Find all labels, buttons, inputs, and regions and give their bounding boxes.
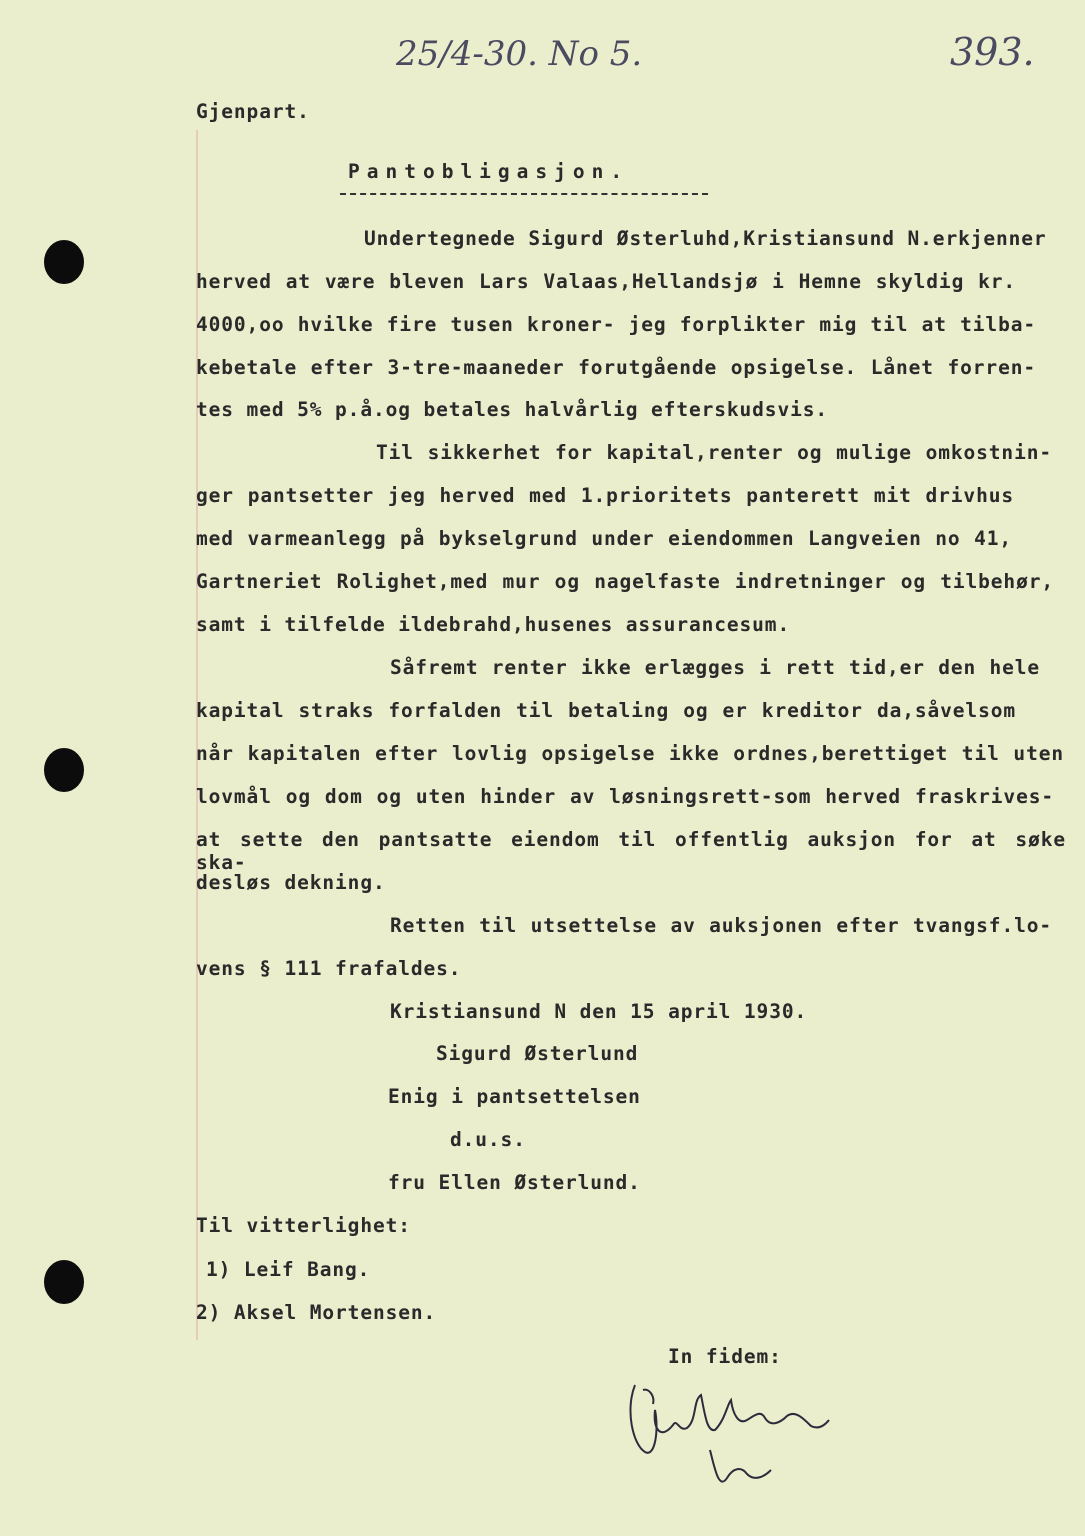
punch-hole — [44, 240, 84, 284]
text-line: ger pantsetter jeg herved med 1.prioritets panterett mit drivhus — [196, 484, 1014, 507]
text-line: Såfremt renter ikke erlægges i rett tid,er den hele — [390, 656, 1040, 679]
punch-hole — [44, 748, 84, 792]
margin-line — [196, 130, 198, 1340]
text-line: Til sikkerhet for kapital,renter og mulige omkostnin- — [376, 441, 1052, 464]
text-line: med varmeanlegg på bykselgrund under eiendommen Langveien no 41, — [196, 527, 1012, 550]
text-line: samt i tilfelde ildebrahd,husenes assurancesum. — [196, 613, 791, 636]
witness-heading: Til vitterlighet: — [196, 1214, 411, 1237]
page-number: 393. — [950, 30, 1035, 74]
abbreviation-line: d.u.s. — [450, 1128, 526, 1151]
text-line: Gartneriet Rolighet,med mur og nagelfaste indretninger og tilbehør, — [196, 570, 1054, 593]
text-line: desløs dekning. — [196, 871, 386, 894]
consent-line: Enig i pantsettelsen — [388, 1085, 641, 1108]
handwritten-reference: 25/4-30. No 5. — [396, 34, 643, 74]
witness-2: 2) Aksel Mortensen. — [196, 1301, 437, 1324]
text-line: lovmål og dom og uten hinder av løsningsrett-som herved fraskrives- — [196, 785, 1054, 808]
signatory-name: Sigurd Østerlund — [436, 1042, 639, 1065]
text-line: tes med 5% p.å.og betales halvårlig efterskudsvis. — [196, 398, 828, 421]
text-line: når kapitalen efter lovlig opsigelse ikke ordnes,berettiget til uten — [196, 742, 1064, 765]
text-line: at sette den pantsatte eiendom til offentlig auksjon for at søke ska- — [196, 828, 1066, 874]
text-line: vens § 111 frafaldes. — [196, 957, 462, 980]
place-date: Kristiansund N den 15 april 1930. — [390, 1000, 808, 1023]
title-underline — [340, 193, 708, 195]
copy-label: Gjenpart. — [196, 100, 310, 123]
co-signatory-name: fru Ellen Østerlund. — [388, 1171, 641, 1194]
text-line: herved at være bleven Lars Valaas,Hellandsjø i Hemne skyldig kr. — [196, 270, 1016, 293]
text-line: kapital straks forfalden til betaling og er kreditor da,såvelsom — [196, 699, 1016, 722]
text-line: Retten til utsettelse av auksjonen efter tvangsf.lo- — [390, 914, 1052, 937]
text-line: 4000,oo hvilke fire tusen kroner- jeg forplikter mig til at tilba- — [196, 313, 1036, 336]
text-line: Undertegnede Sigurd Østerluhd,Kristiansund N.erkjenner — [364, 227, 1047, 250]
witness-1: 1) Leif Bang. — [206, 1258, 371, 1281]
document-title: Pantobligasjon. — [348, 160, 630, 183]
text-line: kebetale efter 3-tre-maaneder forutgående opsigelse. Lånet forren- — [196, 356, 1036, 379]
handwritten-signature — [615, 1370, 845, 1500]
in-fidem-label: In fidem: — [668, 1345, 782, 1368]
punch-hole — [44, 1260, 84, 1304]
